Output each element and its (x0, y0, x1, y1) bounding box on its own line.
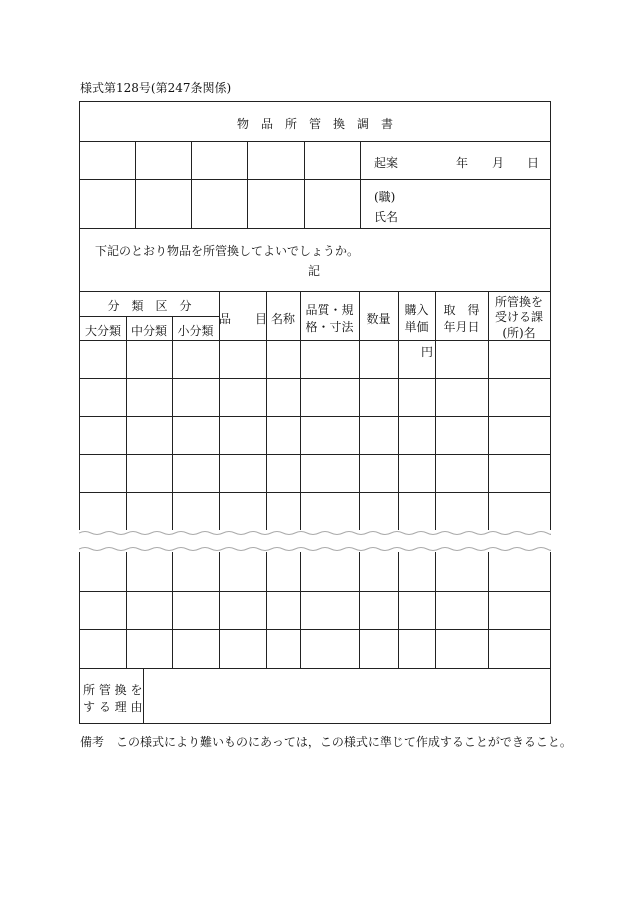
col-name: 名称 (270, 312, 295, 326)
col-quality-2: 格・寸法 (305, 320, 354, 334)
divider (80, 179, 550, 180)
row-line (80, 591, 550, 592)
row-line (80, 454, 550, 455)
date-day: 日 (527, 156, 540, 170)
col-line (300, 291, 301, 668)
col-line (398, 291, 399, 668)
col-category-group: 分 類 区 分 (107, 299, 192, 313)
col-line (266, 291, 267, 668)
col-item: 品 目 (219, 312, 268, 326)
col-dept-2: 受ける課 (494, 310, 543, 324)
divider (80, 228, 550, 229)
divider (80, 141, 550, 142)
col-quantity: 数量 (366, 312, 391, 326)
remarks-note: 備考 この様式により難いものにあっては，この様式に準じて作成することができること。 (80, 735, 572, 749)
name-label: 氏名 (374, 210, 399, 224)
yen-unit: 円 (421, 345, 434, 359)
row-line (80, 378, 550, 379)
col-acq-1: 取 得 (443, 303, 480, 317)
page-break (79, 530, 551, 552)
col-acq-2: 年月日 (443, 320, 480, 334)
row-line (80, 668, 550, 669)
stamp-divider (304, 141, 305, 228)
col-large: 大分類 (84, 324, 121, 338)
row-line (80, 492, 550, 493)
divider (80, 291, 550, 292)
stamp-divider (135, 141, 136, 228)
col-line (219, 291, 220, 668)
row-line (80, 629, 550, 630)
col-price-1: 購入 (404, 303, 429, 317)
stamp-divider (191, 141, 192, 228)
reason-label-1: 所 管 換 を (83, 683, 143, 697)
form-number: 様式第128号(第247条関係) (80, 81, 232, 95)
row-line (80, 416, 550, 417)
col-medium: 中分類 (130, 324, 167, 338)
ki-label: 記 (308, 264, 321, 278)
divider (80, 340, 550, 341)
request-text: 下記のとおり物品を所管換してよいでしょうか。 (95, 244, 360, 258)
position-label: (職) (374, 190, 396, 204)
col-line (359, 291, 360, 668)
col-dept-1: 所管換を (494, 295, 543, 309)
col-quality-1: 品質・規 (305, 303, 354, 317)
reason-label-2: す る 理 由 (83, 700, 143, 714)
stamp-divider (247, 141, 248, 228)
col-line (435, 291, 436, 668)
col-line (488, 291, 489, 668)
divider (80, 316, 219, 317)
col-dept-3: (所)名 (502, 326, 536, 340)
draft-label: 起案 (374, 156, 399, 170)
col-price-2: 単価 (404, 320, 429, 334)
form-title: 物 品 所 管 換 調 書 (236, 117, 393, 131)
date-year: 年 (456, 156, 469, 170)
reason-divider (143, 668, 144, 724)
col-small: 小分類 (177, 324, 214, 338)
stamp-divider (360, 141, 361, 228)
date-month: 月 (492, 156, 505, 170)
form-frame (79, 101, 551, 724)
